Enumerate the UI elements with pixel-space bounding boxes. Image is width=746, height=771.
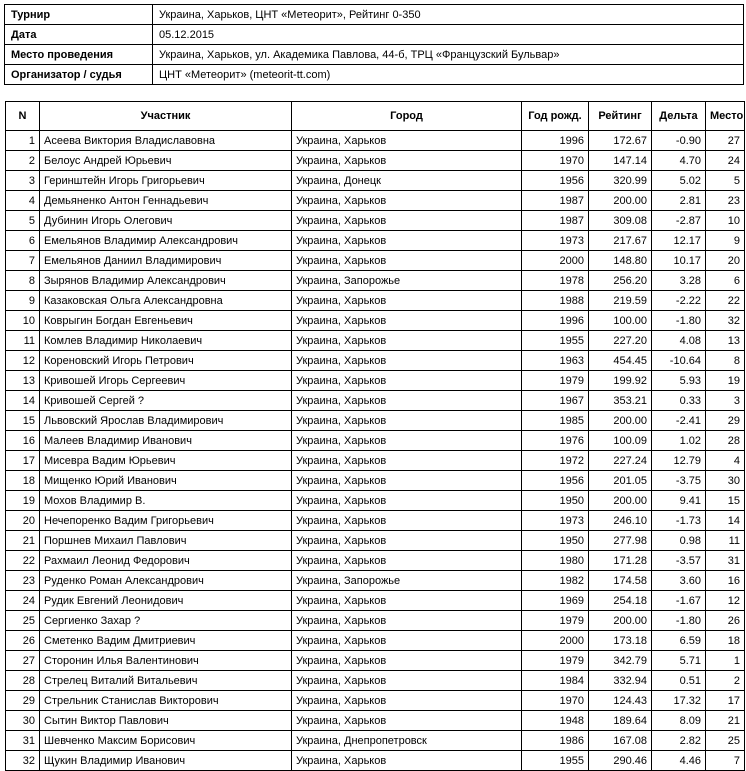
table-row bbox=[6, 531, 745, 551]
cell-participant: Кривошей Игорь Сергеевич bbox=[40, 371, 292, 391]
cell-participant: Сытин Виктор Павлович bbox=[40, 711, 292, 731]
cell-delta: 1.02 bbox=[652, 431, 706, 451]
cell-place: 8 bbox=[706, 351, 745, 371]
cell-rating: 147.14 bbox=[589, 151, 652, 171]
table-row bbox=[6, 691, 745, 711]
cell-city: Украина, Днепропетровск bbox=[292, 731, 522, 751]
cell-number: 9 bbox=[6, 291, 40, 311]
table-row bbox=[6, 731, 745, 751]
cell-number: 32 bbox=[6, 751, 40, 771]
cell-participant: Асеева Виктория Владиславовна bbox=[40, 131, 292, 151]
table-row bbox=[6, 511, 745, 531]
cell-delta: -2.41 bbox=[652, 411, 706, 431]
cell-rating: 199.92 bbox=[589, 371, 652, 391]
table-row bbox=[6, 311, 745, 331]
cell-number: 28 bbox=[6, 671, 40, 691]
cell-place: 7 bbox=[706, 751, 745, 771]
cell-rating: 332.94 bbox=[589, 671, 652, 691]
cell-birth-year: 2000 bbox=[522, 251, 589, 271]
cell-participant: Нечепоренко Вадим Григорьевич bbox=[40, 511, 292, 531]
cell-delta: 5.71 bbox=[652, 651, 706, 671]
info-row-venue bbox=[5, 45, 744, 65]
cell-delta: 5.93 bbox=[652, 371, 706, 391]
cell-delta: -3.75 bbox=[652, 471, 706, 491]
cell-city: Украина, Харьков bbox=[292, 411, 522, 431]
cell-birth-year: 1979 bbox=[522, 371, 589, 391]
cell-place: 12 bbox=[706, 591, 745, 611]
cell-city: Украина, Харьков bbox=[292, 131, 522, 151]
cell-birth-year: 1979 bbox=[522, 651, 589, 671]
cell-city: Украина, Харьков bbox=[292, 151, 522, 171]
cell-birth-year: 1973 bbox=[522, 511, 589, 531]
cell-place: 13 bbox=[706, 331, 745, 351]
table-row bbox=[6, 491, 745, 511]
table-row bbox=[6, 351, 745, 371]
cell-birth-year: 1996 bbox=[522, 311, 589, 331]
table-row bbox=[6, 171, 745, 191]
cell-number: 1 bbox=[6, 131, 40, 151]
cell-delta: 4.46 bbox=[652, 751, 706, 771]
cell-birth-year: 1984 bbox=[522, 671, 589, 691]
cell-participant: Геринштейн Игорь Григорьевич bbox=[40, 171, 292, 191]
table-row bbox=[6, 711, 745, 731]
cell-city: Украина, Харьков bbox=[292, 331, 522, 351]
cell-rating: 201.05 bbox=[589, 471, 652, 491]
cell-number: 26 bbox=[6, 631, 40, 651]
cell-city: Украина, Харьков bbox=[292, 291, 522, 311]
cell-participant: Рудик Евгений Леонидович bbox=[40, 591, 292, 611]
cell-birth-year: 1988 bbox=[522, 291, 589, 311]
cell-city: Украина, Харьков bbox=[292, 471, 522, 491]
cell-number: 24 bbox=[6, 591, 40, 611]
cell-rating: 219.59 bbox=[589, 291, 652, 311]
cell-place: 4 bbox=[706, 451, 745, 471]
cell-delta: -1.80 bbox=[652, 311, 706, 331]
cell-delta: 4.70 bbox=[652, 151, 706, 171]
cell-delta: 0.98 bbox=[652, 531, 706, 551]
header-number: N bbox=[6, 102, 40, 131]
header-rating: Рейтинг bbox=[589, 102, 652, 131]
cell-rating: 454.45 bbox=[589, 351, 652, 371]
cell-rating: 189.64 bbox=[589, 711, 652, 731]
table-row bbox=[6, 331, 745, 351]
cell-number: 3 bbox=[6, 171, 40, 191]
cell-number: 13 bbox=[6, 371, 40, 391]
cell-delta: 8.09 bbox=[652, 711, 706, 731]
cell-participant: Руденко Роман Александрович bbox=[40, 571, 292, 591]
cell-birth-year: 1985 bbox=[522, 411, 589, 431]
cell-place: 32 bbox=[706, 311, 745, 331]
cell-place: 17 bbox=[706, 691, 745, 711]
cell-rating: 353.21 bbox=[589, 391, 652, 411]
cell-participant: Кореновский Игорь Петрович bbox=[40, 351, 292, 371]
cell-place: 21 bbox=[706, 711, 745, 731]
table-row bbox=[6, 651, 745, 671]
cell-city: Украина, Харьков bbox=[292, 431, 522, 451]
cell-delta: 0.33 bbox=[652, 391, 706, 411]
cell-birth-year: 1972 bbox=[522, 451, 589, 471]
cell-number: 17 bbox=[6, 451, 40, 471]
cell-birth-year: 1987 bbox=[522, 211, 589, 231]
cell-place: 27 bbox=[706, 131, 745, 151]
cell-number: 25 bbox=[6, 611, 40, 631]
cell-birth-year: 1967 bbox=[522, 391, 589, 411]
cell-delta: 5.02 bbox=[652, 171, 706, 191]
cell-place: 9 bbox=[706, 231, 745, 251]
cell-place: 22 bbox=[706, 291, 745, 311]
info-label: Дата bbox=[5, 25, 153, 45]
cell-number: 10 bbox=[6, 311, 40, 331]
cell-birth-year: 1950 bbox=[522, 531, 589, 551]
cell-participant: Белоус Андрей Юрьевич bbox=[40, 151, 292, 171]
cell-city: Украина, Харьков bbox=[292, 231, 522, 251]
cell-rating: 320.99 bbox=[589, 171, 652, 191]
cell-participant: Комлев Владимир Николаевич bbox=[40, 331, 292, 351]
cell-place: 25 bbox=[706, 731, 745, 751]
cell-place: 11 bbox=[706, 531, 745, 551]
cell-delta: 12.79 bbox=[652, 451, 706, 471]
cell-delta: -1.73 bbox=[652, 511, 706, 531]
cell-rating: 173.18 bbox=[589, 631, 652, 651]
info-label: Организатор / судья bbox=[5, 65, 153, 85]
cell-number: 20 bbox=[6, 511, 40, 531]
cell-place: 15 bbox=[706, 491, 745, 511]
table-row bbox=[6, 151, 745, 171]
cell-birth-year: 1963 bbox=[522, 351, 589, 371]
cell-participant: Мищенко Юрий Иванович bbox=[40, 471, 292, 491]
cell-delta: 17.32 bbox=[652, 691, 706, 711]
cell-delta: 6.59 bbox=[652, 631, 706, 651]
cell-place: 20 bbox=[706, 251, 745, 271]
cell-number: 6 bbox=[6, 231, 40, 251]
cell-place: 5 bbox=[706, 171, 745, 191]
cell-city: Украина, Харьков bbox=[292, 651, 522, 671]
cell-participant: Поршнев Михаил Павлович bbox=[40, 531, 292, 551]
cell-rating: 148.80 bbox=[589, 251, 652, 271]
table-row bbox=[6, 591, 745, 611]
cell-birth-year: 1976 bbox=[522, 431, 589, 451]
table-row bbox=[6, 431, 745, 451]
table-row bbox=[6, 411, 745, 431]
cell-rating: 172.67 bbox=[589, 131, 652, 151]
cell-birth-year: 1978 bbox=[522, 271, 589, 291]
cell-birth-year: 1969 bbox=[522, 591, 589, 611]
cell-city: Украина, Харьков bbox=[292, 591, 522, 611]
info-label: Турнир bbox=[5, 5, 153, 25]
cell-participant: Львовский Ярослав Владимирович bbox=[40, 411, 292, 431]
cell-birth-year: 1948 bbox=[522, 711, 589, 731]
table-row bbox=[6, 451, 745, 471]
cell-number: 23 bbox=[6, 571, 40, 591]
info-row-tournament bbox=[5, 5, 744, 25]
cell-delta: 12.17 bbox=[652, 231, 706, 251]
cell-rating: 100.00 bbox=[589, 311, 652, 331]
cell-participant: Мохов Владимир В. bbox=[40, 491, 292, 511]
cell-birth-year: 2000 bbox=[522, 631, 589, 651]
cell-rating: 167.08 bbox=[589, 731, 652, 751]
cell-delta: -0.90 bbox=[652, 131, 706, 151]
cell-rating: 200.00 bbox=[589, 611, 652, 631]
cell-birth-year: 1956 bbox=[522, 471, 589, 491]
cell-number: 11 bbox=[6, 331, 40, 351]
cell-city: Украина, Харьков bbox=[292, 751, 522, 771]
cell-city: Украина, Харьков bbox=[292, 491, 522, 511]
cell-delta: -2.22 bbox=[652, 291, 706, 311]
cell-city: Украина, Харьков bbox=[292, 611, 522, 631]
header-city: Город bbox=[292, 102, 522, 131]
results-table bbox=[5, 101, 745, 771]
cell-birth-year: 1970 bbox=[522, 691, 589, 711]
cell-participant: Зырянов Владимир Александрович bbox=[40, 271, 292, 291]
cell-place: 29 bbox=[706, 411, 745, 431]
info-row-date bbox=[5, 25, 744, 45]
cell-delta: -1.80 bbox=[652, 611, 706, 631]
cell-delta: 3.28 bbox=[652, 271, 706, 291]
cell-participant: Сторонин Илья Валентинович bbox=[40, 651, 292, 671]
cell-place: 31 bbox=[706, 551, 745, 571]
cell-city: Украина, Харьков bbox=[292, 391, 522, 411]
cell-delta: 2.82 bbox=[652, 731, 706, 751]
table-row bbox=[6, 551, 745, 571]
header-place: Место bbox=[706, 102, 745, 131]
cell-place: 28 bbox=[706, 431, 745, 451]
cell-rating: 200.00 bbox=[589, 411, 652, 431]
cell-delta: 9.41 bbox=[652, 491, 706, 511]
info-value: 05.12.2015 bbox=[153, 25, 744, 45]
table-row bbox=[6, 211, 745, 231]
table-row bbox=[6, 131, 745, 151]
table-row bbox=[6, 251, 745, 271]
cell-number: 12 bbox=[6, 351, 40, 371]
cell-number: 30 bbox=[6, 711, 40, 731]
cell-participant: Шевченко Максим Борисович bbox=[40, 731, 292, 751]
cell-place: 3 bbox=[706, 391, 745, 411]
cell-city: Украина, Харьков bbox=[292, 691, 522, 711]
cell-number: 16 bbox=[6, 431, 40, 451]
cell-city: Украина, Харьков bbox=[292, 511, 522, 531]
cell-birth-year: 1987 bbox=[522, 191, 589, 211]
cell-participant: Коврыгин Богдан Евгеньевич bbox=[40, 311, 292, 331]
cell-rating: 217.67 bbox=[589, 231, 652, 251]
table-row bbox=[6, 611, 745, 631]
header-participant: Участник bbox=[40, 102, 292, 131]
cell-rating: 124.43 bbox=[589, 691, 652, 711]
cell-rating: 100.09 bbox=[589, 431, 652, 451]
header-delta: Дельта bbox=[652, 102, 706, 131]
cell-number: 2 bbox=[6, 151, 40, 171]
cell-birth-year: 1973 bbox=[522, 231, 589, 251]
cell-delta: 0.51 bbox=[652, 671, 706, 691]
cell-rating: 227.24 bbox=[589, 451, 652, 471]
cell-rating: 290.46 bbox=[589, 751, 652, 771]
cell-number: 27 bbox=[6, 651, 40, 671]
cell-birth-year: 1970 bbox=[522, 151, 589, 171]
cell-participant: Кривошей Сергей ? bbox=[40, 391, 292, 411]
cell-delta: -3.57 bbox=[652, 551, 706, 571]
cell-place: 26 bbox=[706, 611, 745, 631]
cell-number: 8 bbox=[6, 271, 40, 291]
cell-birth-year: 1979 bbox=[522, 611, 589, 631]
cell-number: 15 bbox=[6, 411, 40, 431]
cell-participant: Сметенко Вадим Дмитриевич bbox=[40, 631, 292, 651]
table-row bbox=[6, 231, 745, 251]
info-row-organizer bbox=[5, 65, 744, 85]
cell-place: 2 bbox=[706, 671, 745, 691]
table-row bbox=[6, 751, 745, 771]
cell-birth-year: 1950 bbox=[522, 491, 589, 511]
cell-city: Украина, Харьков bbox=[292, 191, 522, 211]
cell-number: 14 bbox=[6, 391, 40, 411]
cell-participant: Емельянов Владимир Александрович bbox=[40, 231, 292, 251]
cell-place: 23 bbox=[706, 191, 745, 211]
table-row bbox=[6, 471, 745, 491]
cell-birth-year: 1986 bbox=[522, 731, 589, 751]
cell-rating: 174.58 bbox=[589, 571, 652, 591]
cell-participant: Щукин Владимир Иванович bbox=[40, 751, 292, 771]
cell-number: 21 bbox=[6, 531, 40, 551]
table-row bbox=[6, 291, 745, 311]
info-value: Украина, Харьков, ЦНТ «Метеорит», Рейтинг 0-350 bbox=[153, 5, 744, 25]
cell-birth-year: 1956 bbox=[522, 171, 589, 191]
results-header-row bbox=[6, 102, 745, 131]
cell-rating: 277.98 bbox=[589, 531, 652, 551]
cell-place: 18 bbox=[706, 631, 745, 651]
header-birth-year: Год рожд. bbox=[522, 102, 589, 131]
cell-birth-year: 1955 bbox=[522, 331, 589, 351]
cell-number: 31 bbox=[6, 731, 40, 751]
cell-rating: 256.20 bbox=[589, 271, 652, 291]
cell-city: Украина, Харьков bbox=[292, 311, 522, 331]
cell-city: Украина, Харьков bbox=[292, 711, 522, 731]
cell-delta: -10.64 bbox=[652, 351, 706, 371]
cell-rating: 227.20 bbox=[589, 331, 652, 351]
cell-place: 19 bbox=[706, 371, 745, 391]
cell-city: Украина, Харьков bbox=[292, 671, 522, 691]
info-value: ЦНТ «Метеорит» (meteorit-tt.com) bbox=[153, 65, 744, 85]
cell-delta: 10.17 bbox=[652, 251, 706, 271]
cell-city: Украина, Донецк bbox=[292, 171, 522, 191]
table-row bbox=[6, 371, 745, 391]
cell-rating: 342.79 bbox=[589, 651, 652, 671]
cell-participant: Казаковская Ольга Александровна bbox=[40, 291, 292, 311]
cell-city: Украина, Харьков bbox=[292, 451, 522, 471]
cell-birth-year: 1980 bbox=[522, 551, 589, 571]
cell-number: 7 bbox=[6, 251, 40, 271]
cell-place: 24 bbox=[706, 151, 745, 171]
cell-participant: Демьяненко Антон Геннадьевич bbox=[40, 191, 292, 211]
cell-participant: Рахмаил Леонид Федорович bbox=[40, 551, 292, 571]
cell-rating: 309.08 bbox=[589, 211, 652, 231]
cell-participant: Дубинин Игорь Олегович bbox=[40, 211, 292, 231]
cell-number: 19 bbox=[6, 491, 40, 511]
cell-city: Украина, Харьков bbox=[292, 211, 522, 231]
cell-birth-year: 1996 bbox=[522, 131, 589, 151]
cell-participant: Стрельник Станислав Викторович bbox=[40, 691, 292, 711]
cell-city: Украина, Харьков bbox=[292, 531, 522, 551]
cell-place: 1 bbox=[706, 651, 745, 671]
table-row bbox=[6, 631, 745, 651]
cell-city: Украина, Запорожье bbox=[292, 571, 522, 591]
table-row bbox=[6, 391, 745, 411]
cell-rating: 254.18 bbox=[589, 591, 652, 611]
cell-participant: Емельянов Даниил Владимирович bbox=[40, 251, 292, 271]
cell-delta: -1.67 bbox=[652, 591, 706, 611]
results-body bbox=[6, 131, 745, 771]
cell-delta: -2.87 bbox=[652, 211, 706, 231]
cell-city: Украина, Харьков bbox=[292, 351, 522, 371]
cell-city: Украина, Харьков bbox=[292, 371, 522, 391]
cell-rating: 171.28 bbox=[589, 551, 652, 571]
info-value: Украина, Харьков, ул. Академика Павлова, 44-б, ТРЦ «Французский Бульвар» bbox=[153, 45, 744, 65]
table-row bbox=[6, 671, 745, 691]
tournament-info-table bbox=[4, 4, 744, 85]
cell-participant: Сергиенко Захар ? bbox=[40, 611, 292, 631]
cell-city: Украина, Харьков bbox=[292, 551, 522, 571]
cell-number: 18 bbox=[6, 471, 40, 491]
cell-birth-year: 1982 bbox=[522, 571, 589, 591]
cell-participant: Малеев Владимир Иванович bbox=[40, 431, 292, 451]
cell-number: 4 bbox=[6, 191, 40, 211]
cell-delta: 3.60 bbox=[652, 571, 706, 591]
table-row bbox=[6, 271, 745, 291]
cell-place: 16 bbox=[706, 571, 745, 591]
cell-place: 30 bbox=[706, 471, 745, 491]
cell-birth-year: 1955 bbox=[522, 751, 589, 771]
info-label: Место проведения bbox=[5, 45, 153, 65]
table-row bbox=[6, 571, 745, 591]
cell-number: 22 bbox=[6, 551, 40, 571]
cell-number: 5 bbox=[6, 211, 40, 231]
cell-delta: 4.08 bbox=[652, 331, 706, 351]
cell-rating: 246.10 bbox=[589, 511, 652, 531]
cell-delta: 2.81 bbox=[652, 191, 706, 211]
cell-place: 10 bbox=[706, 211, 745, 231]
cell-rating: 200.00 bbox=[589, 191, 652, 211]
cell-city: Украина, Запорожье bbox=[292, 271, 522, 291]
cell-participant: Стрелец Виталий Витальевич bbox=[40, 671, 292, 691]
cell-place: 6 bbox=[706, 271, 745, 291]
cell-number: 29 bbox=[6, 691, 40, 711]
cell-city: Украина, Харьков bbox=[292, 631, 522, 651]
cell-city: Украина, Харьков bbox=[292, 251, 522, 271]
cell-place: 14 bbox=[706, 511, 745, 531]
cell-rating: 200.00 bbox=[589, 491, 652, 511]
cell-participant: Мисевра Вадим Юрьевич bbox=[40, 451, 292, 471]
table-row bbox=[6, 191, 745, 211]
